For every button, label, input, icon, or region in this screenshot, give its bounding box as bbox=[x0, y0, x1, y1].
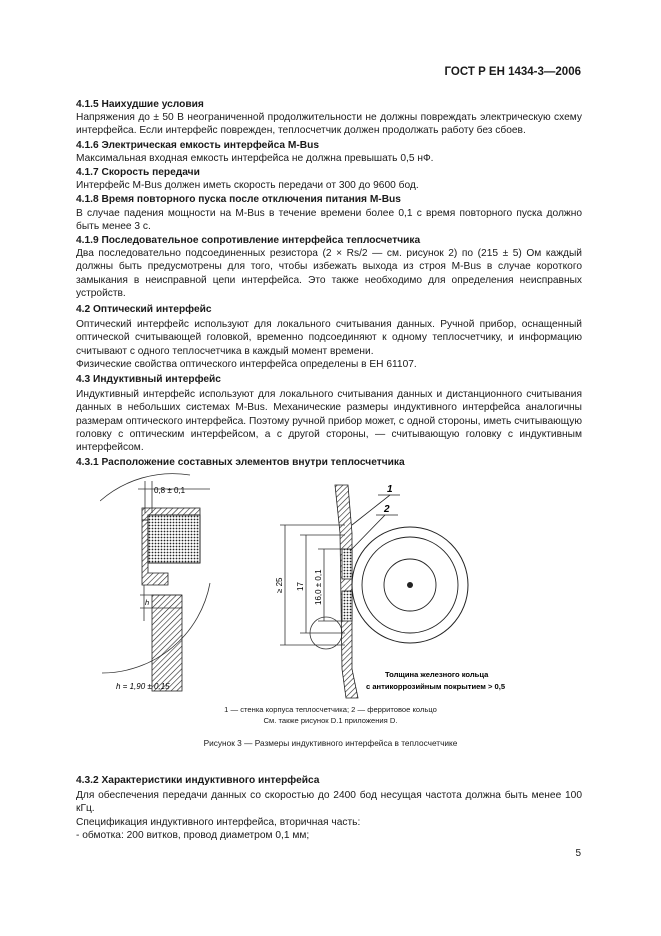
paragraph: Два последовательно подсоединенных резистора (2 × Rs/2 — см. рисунок 2) по (215 ± 5) Ом каждый должны быть предусмотрены для того, чтобы избежать выхода из строя M-Bus в случае короткого замыкания в неисправной цепи интерфейса. Это также необходимо для определения неисправных устройств. bbox=[76, 248, 582, 299]
ferrite-ring-section bbox=[148, 515, 200, 563]
dim-17-label: 17 bbox=[296, 582, 305, 591]
center-dot bbox=[407, 582, 413, 588]
inductive-interface-figure bbox=[100, 473, 580, 713]
paragraph: В случае падения мощности на M-Bus в течение времени более 0,1 с время повторного пуска должно быть менее 3 с. bbox=[76, 207, 582, 232]
section-heading-4-1-9: 4.1.9 Последовательное сопротивление интерфейса теплосчетчика bbox=[76, 235, 421, 247]
paragraph: Оптический интерфейс используют для локального считывания данных. Ручной прибор, оснащенный оптической считывающей головкой, временно подсоединяют к одному теплосчетчику, и информацию считывают с одного теплосчетчика в каждый момент времени. bbox=[76, 319, 582, 357]
page-number: 5 bbox=[575, 848, 581, 859]
section-heading-4-3: 4.3 Индуктивный интерфейс bbox=[76, 374, 221, 386]
paragraph: Максимальная входная емкость интерфейса не должна превышать 0,5 нФ. bbox=[76, 152, 434, 164]
callout-2: 2 bbox=[384, 504, 390, 515]
section-heading-4-3-2: 4.3.2 Характеристики индуктивного интерфейса bbox=[76, 775, 320, 786]
paragraph: Индуктивный интерфейс используют для локального считывания данных и дистанционного считывания данных в небольших системах M-Bus. Механические размеры индуктивного интерфейса аналогичны размерам оптического интерфейса. Поэтому ручной прибор может, с одной стороны, иметь считывающую головку с оптическим интерфейсом, а с другой стороны, — считывающую головку с индуктивным интерфейсом. bbox=[76, 389, 582, 454]
figure-caption: Рисунок 3 — Размеры индуктивного интерфейса в теплосчетчике bbox=[203, 738, 458, 748]
dim-16-label: 16,0 ± 0,1 bbox=[314, 569, 323, 605]
section-4-3-2 bbox=[76, 773, 582, 842]
paragraph: Интерфейс M-Bus должен иметь скорость передачи от 300 до 9600 бод. bbox=[76, 180, 419, 192]
dim-25-label: ≥ 25 bbox=[275, 577, 284, 593]
dim-h-label: h bbox=[145, 598, 150, 607]
ring-note-line1: Толщина железного кольца bbox=[385, 670, 489, 679]
list-item: - обмотка: 200 витков, провод диаметром 0,1 мм; bbox=[76, 829, 310, 841]
dim-top-label: 0,8 ± 0,1 bbox=[154, 486, 186, 495]
section-heading-4-1-5: 4.1.5 Наихудшие условия bbox=[76, 99, 204, 110]
section-heading-4-2: 4.2 Оптический интерфейс bbox=[76, 304, 212, 316]
legend-line: 1 — стенка корпуса теплосчетчика; 2 — ферритовое кольцо bbox=[224, 705, 437, 714]
dim-h-value-label: h = 1,90 ± 0,15 bbox=[116, 682, 170, 691]
ring-note-line2: с антикоррозийным покрытием > 0,5 bbox=[366, 682, 506, 691]
paragraph: Напряжения до ± 50 В неограниченной продолжительности не должны повреждать электрическую схему интерфейса. Если интерфейс поврежден, теплосчетчик должен продолжать работу без сбоев. bbox=[76, 112, 582, 137]
left-detail bbox=[100, 474, 210, 691]
paragraph: Для обеспечения передачи данных со скоростью до 2400 бод несущая частота должна быть менее 100 кГц. bbox=[76, 790, 582, 815]
section-heading-4-1-8: 4.1.8 Время повторного пуска после отключения питания M-Bus bbox=[76, 194, 401, 206]
ferrite-lower bbox=[342, 591, 352, 621]
callout-1: 1 bbox=[387, 484, 393, 495]
document-header: ГОСТ Р ЕН 1434-3—2006 bbox=[444, 66, 581, 78]
right-assembly bbox=[275, 484, 506, 698]
wall-bottom bbox=[152, 595, 182, 691]
paragraph: Физические свойства оптического интерфейса определены в ЕН 61107. bbox=[76, 358, 417, 370]
paragraph: Спецификация индуктивного интерфейса, вторичная часть: bbox=[76, 816, 361, 828]
section-heading-4-1-6: 4.1.6 Электрическая емкость интерфейса M-Bus bbox=[76, 139, 319, 151]
section-heading-4-1-7: 4.1.7 Скорость передачи bbox=[76, 167, 200, 179]
ferrite-upper bbox=[342, 549, 352, 579]
main-text bbox=[76, 97, 582, 469]
legend-line: См. также рисунок D.1 приложения D. bbox=[263, 716, 398, 725]
figure-legend bbox=[0, 704, 661, 726]
section-heading-4-3-1: 4.3.1 Расположение составных элементов внутри теплосчетчика bbox=[76, 457, 405, 469]
